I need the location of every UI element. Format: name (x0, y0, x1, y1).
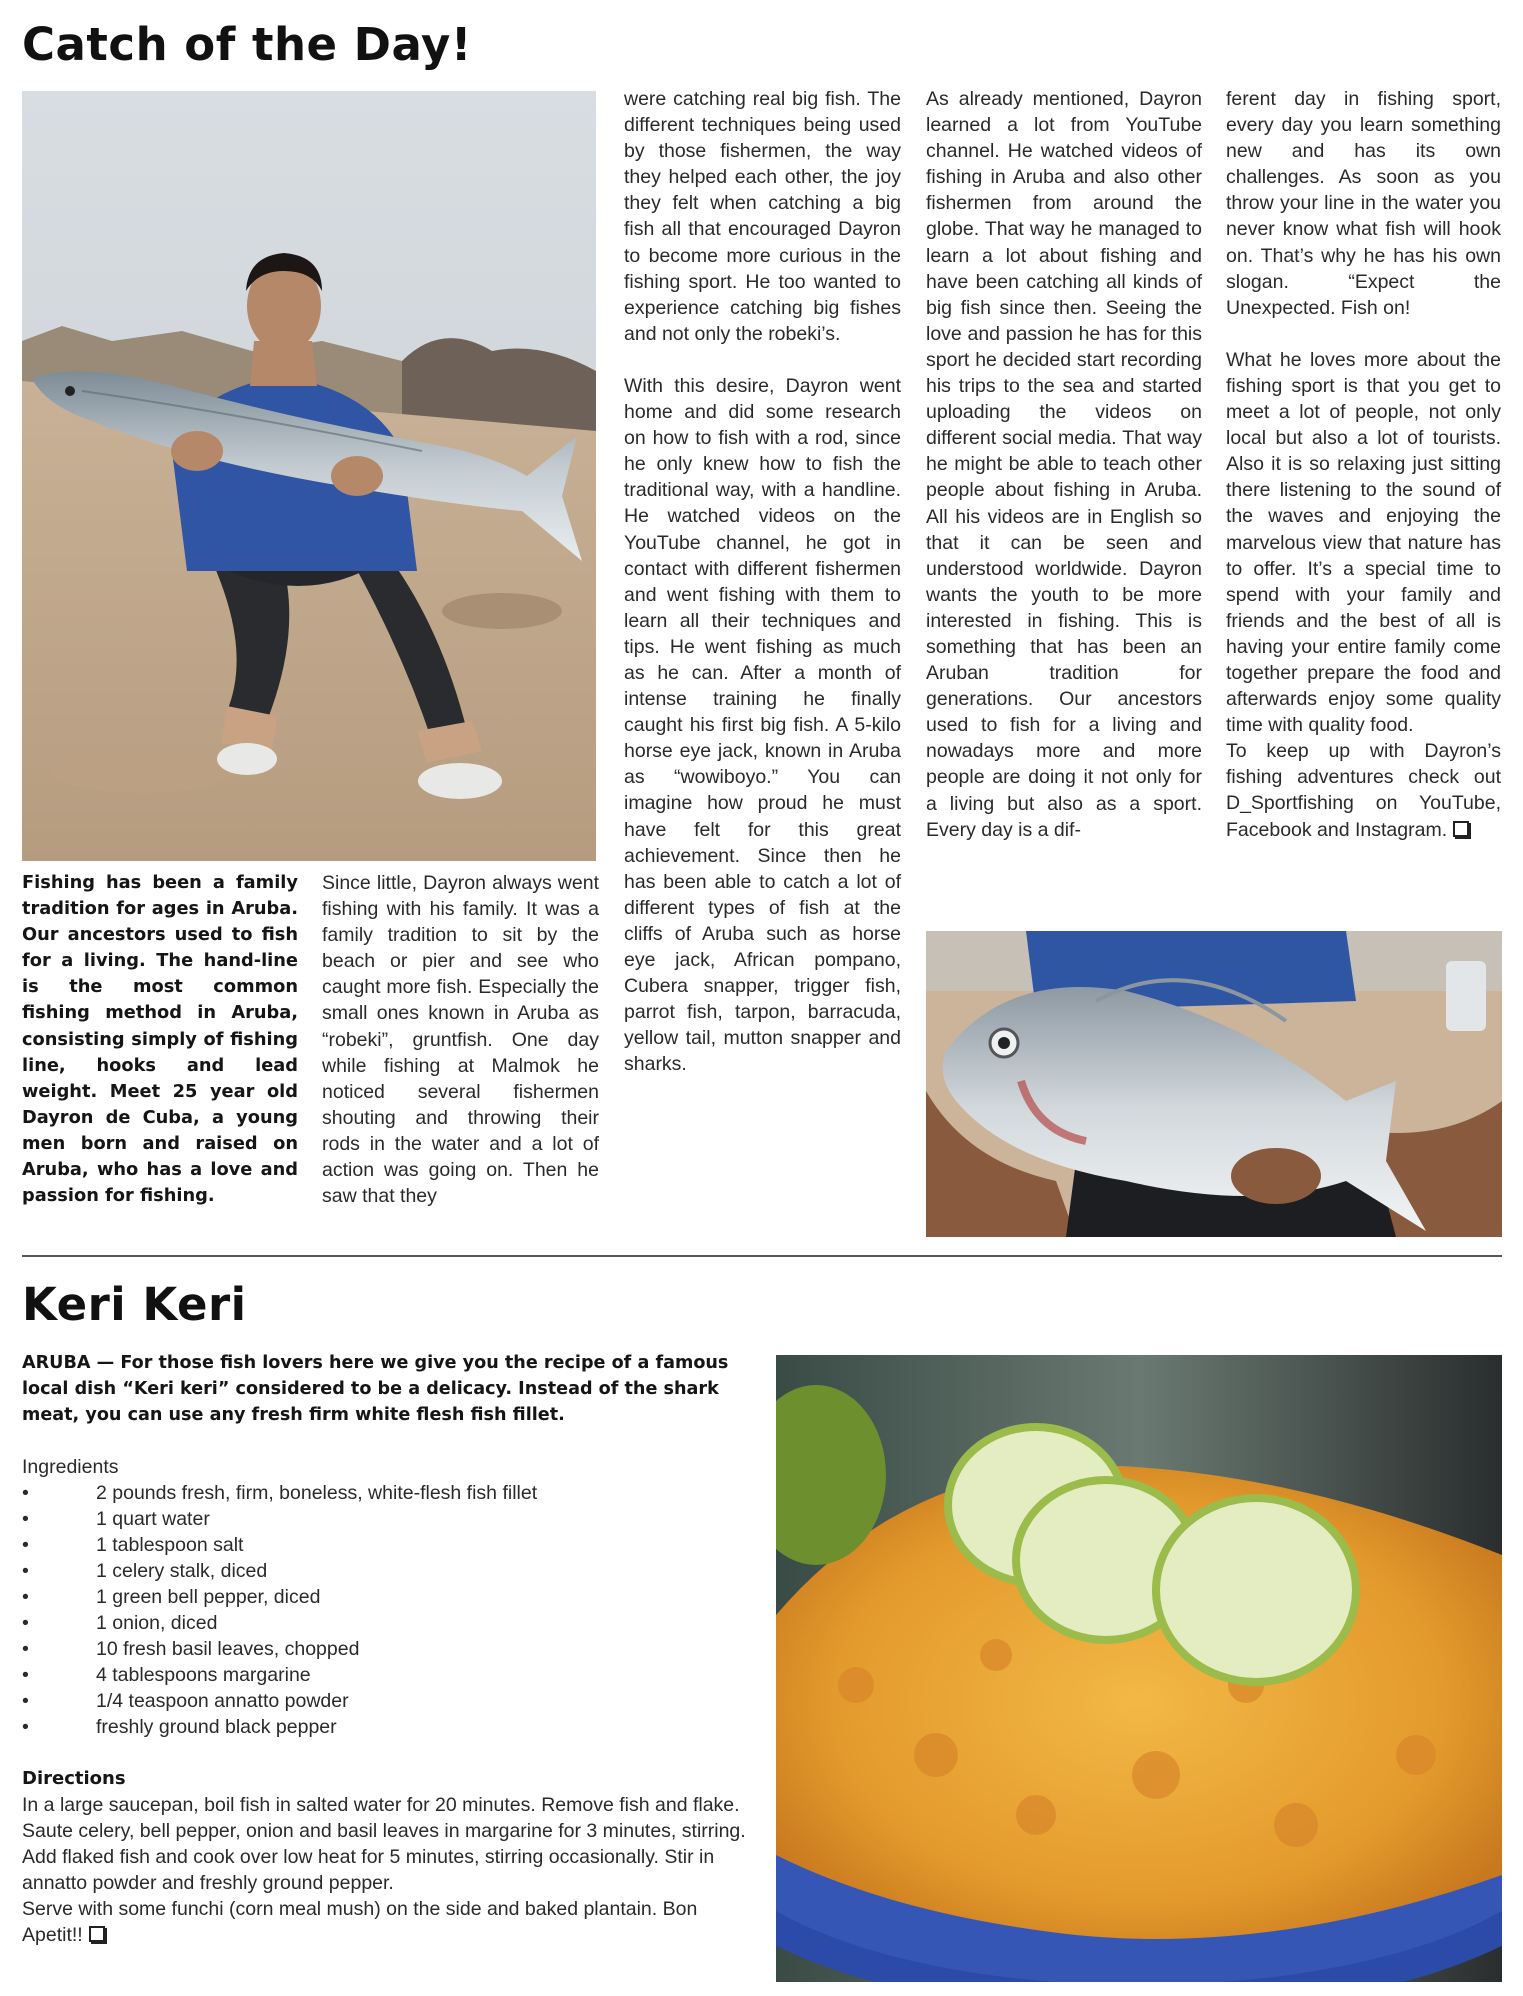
ingredient-item: • 1 onion, diced (22, 1610, 754, 1636)
dish-photo-illustration (776, 1355, 1502, 1982)
column-5-paragraph-2: What he loves more about the fishing sport is that you get to meet a lot of people, not only local but also a lot of tourists. Also it is so relaxing just sitting there listening to the sound of the waves and enjoying the marvelous view that nature has to offer. It’s a special time to spend with your family and friends and the best of all is having your entire family come together prepare the food and afterwards enjoy some quality time with quality food. (1226, 348, 1501, 737)
pompano-photo-illustration (926, 931, 1502, 1237)
article-lead: Fishing has been a family tradition for ages in Aruba. Our ancestors used to fish for a living. The hand-line is the most common fishing method in Aruba, consisting simply of fishing line, hooks and lead weight. Meet 25 year old Dayron de Cuba, a young men born and raised on Aruba, who has a love and passion for fishing. (22, 872, 298, 1207)
barracuda-photo-illustration (22, 91, 596, 861)
directions-title: Directions (22, 1768, 126, 1789)
section-divider (22, 1255, 1502, 1257)
ingredient-item: • freshly ground black pepper (22, 1714, 754, 1740)
ingredients-title: Ingredients (22, 1456, 119, 1478)
article-column-4 (926, 86, 1202, 843)
article-column-2 (322, 870, 599, 1209)
end-of-article-icon (1453, 821, 1469, 837)
article-column-5 (1226, 86, 1501, 843)
photo-keri-keri-dish (776, 1355, 1502, 1982)
ingredient-item: • 2 pounds fresh, firm, boneless, white-flesh fish fillet (22, 1480, 754, 1506)
photo-man-with-barracuda (22, 91, 596, 861)
column-5-paragraph-3 (1226, 738, 1501, 842)
recipe-ingredients-section (22, 1454, 754, 1740)
ingredient-item: • 1 quart water (22, 1506, 754, 1532)
ingredient-item: • 1 tablespoon salt (22, 1532, 754, 1558)
article-headline: Catch of the Day! (22, 18, 472, 71)
end-of-recipe-icon (89, 1926, 105, 1942)
column-2-paragraph: Since little, Dayron always went fishing with his family. It was a family tradition to sit by the beach or pier and see who caught more fish. Especially the small ones known in Aruba as “robeki”, gruntfish. One day while fishing at Malmok he noticed several fishermen shouting and throwing their rods in the water and a lot of action was going on. Then he saw that they (322, 872, 599, 1208)
column-5-paragraph-1: ferent day in fishing sport, every day you learn something new and has its own challenges. As soon as you throw your line in the water you never know what fish will hook on. That’s why he has his own slogan. “Expect the Unexpected. Fish on! (1226, 88, 1501, 319)
recipe-intro: ARUBA — For those fish lovers here we give you the recipe of a famous local dish “Keri keri” considered to be a delicacy. Instead of the shark meat, you can use any fresh firm white flesh fish fillet. (22, 1353, 729, 1425)
recipe-directions-section (22, 1766, 754, 1948)
column-4-paragraph: As already mentioned, Dayron learned a lot from YouTube channel. He watched videos of fishing in Aruba and also other fishermen from around the globe. That way he managed to learn a lot about fishing and have been catching all kinds of big fish since then. Seeing the love and passion he has for this sport he decided start recording his trips to the sea and started uploading the videos on different social media. That way he might be able to teach other people about fishing in Aruba. All his videos are in English so that it can be seen and understood worldwide. Dayron wants the youth to be more interested in fishing. This is something that has been an Aruban tradition for generations. Our ancestors used to fish for a living and nowadays more and more people are doing it not only for a living but also as a sport. Every day is a dif- (926, 88, 1202, 841)
ingredient-item: • 1/4 teaspoon annatto powder (22, 1688, 754, 1714)
ingredient-item: • 4 tablespoons margarine (22, 1662, 754, 1688)
ingredient-item: • 1 celery stalk, diced (22, 1558, 754, 1584)
ingredient-item: • 1 green bell pepper, diced (22, 1584, 754, 1610)
recipe-headline: Keri Keri (22, 1278, 247, 1331)
ingredient-item: • 10 fresh basil leaves, chopped (22, 1636, 754, 1662)
directions-paragraph-1: In a large saucepan, boil fish in salted water for 20 minutes. Remove fish and flake. Saute celery, bell pepper, onion and basil leaves in margarine for 3 minutes, stirring. Add flaked fish and cook over low heat for 5 minutes, stirring occasionally. Stir in annatto powder and freshly ground pepper. (22, 1794, 746, 1894)
directions-paragraph-2 (22, 1896, 754, 1948)
column-5-closing-text: To keep up with Dayron’s fishing adventures check out D_Sportfishing on YouTube, Facebook and Instagram. (1226, 740, 1501, 841)
column-3-paragraph-2: With this desire, Dayron went home and did some research on how to fish with a rod, since he only knew how to fish the traditional way, with a handline. He watched videos on the YouTube channel, he got in contact with different fishermen and went fishing with them to learn all their techniques and tips. He went fishing as much as he can. After a month of intense training he finally caught his first big fish. A 5-kilo horse eye jack, known in Aruba as “wowiboyo.” You can imagine how proud he must have felt for this great achievement. Since then he has been able to catch a lot of different types of fish at the cliffs of Aruba such as horse eye jack, African pompano, Cubera snapper, trigger fish, parrot fish, tarpon, barracuda, yellow tail, mutton snapper and sharks. (624, 374, 901, 1076)
directions-closing-text: Serve with some funchi (corn meal mush) on the side and baked plantain. Bon Apetit!! (22, 1898, 698, 1946)
ingredients-list (22, 1480, 754, 1740)
photo-african-pompano (926, 931, 1502, 1237)
column-3-paragraph-1: were catching real big fish. The different techniques being used by those fishermen, the way they helped each other, the joy they felt when catching a big fish all that encouraged Dayron to become more curious in the fishing sport. He too wanted to experience catching big fishes and not only the robeki’s. (624, 88, 901, 345)
article-column-3 (624, 86, 901, 1077)
